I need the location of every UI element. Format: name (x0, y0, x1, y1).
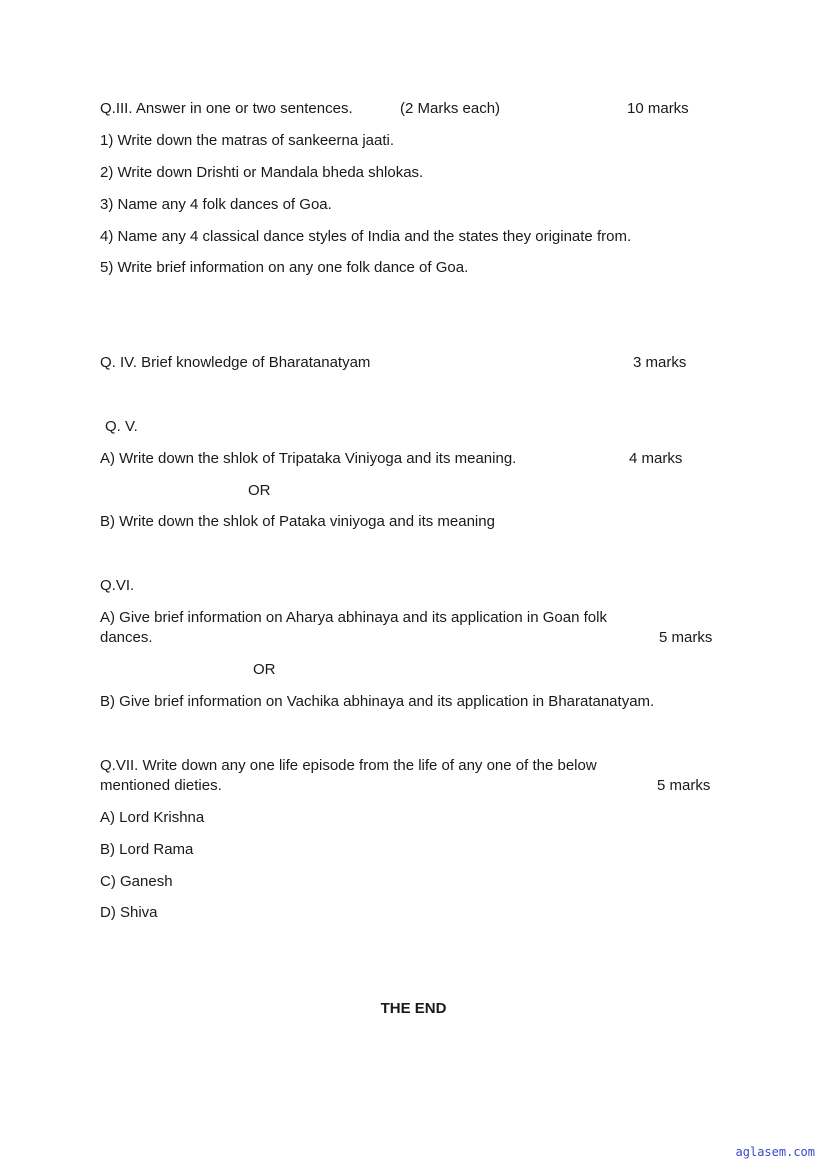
q3-item-3: 3) Name any 4 folk dances of Goa. (100, 196, 332, 213)
q6-heading: Q.VI. (100, 577, 135, 594)
q3-item-4: 4) Name any 4 classical dance styles of India and the states they originate from. (100, 228, 632, 245)
q7-item-3: C) Ganesh (100, 873, 173, 890)
q4-heading: Q. IV. Brief knowledge of Bharatanatyam (100, 354, 371, 371)
q3-item-1: 1) Write down the matras of sankeerna jaati. (100, 132, 395, 149)
q7-marks: 5 marks (657, 777, 711, 794)
q7-heading-line1: Q.VII. Write down any one life episode from the life of any one of the below (100, 757, 597, 774)
q7-item-2: B) Lord Rama (100, 841, 194, 858)
q6-option-a-line1: A) Give brief information on Aharya abhinaya and its application in Goan folk (100, 609, 607, 626)
q3-heading: Q.III. Answer in one or two sentences. (100, 100, 353, 117)
q5-option-b: B) Write down the shlok of Pataka viniyoga and its meaning (100, 513, 495, 530)
q7-heading-line2: mentioned dieties. (100, 777, 222, 794)
the-end-heading: THE END (380, 1000, 447, 1017)
q5-or: OR (248, 482, 271, 499)
q3-item-5: 5) Write brief information on any one folk dance of Goa. (100, 259, 469, 276)
footer-watermark: aglasem.com (735, 1145, 815, 1159)
q5-marks: 4 marks (629, 450, 683, 467)
q5-option-a: A) Write down the shlok of Tripataka Viniyoga and its meaning. (100, 450, 517, 467)
q7-item-4: D) Shiva (100, 904, 158, 921)
q3-marks-note: (2 Marks each) (400, 100, 501, 117)
q4-marks: 3 marks (633, 354, 687, 371)
q6-option-a-line2: dances. (100, 629, 153, 646)
q6-marks: 5 marks (659, 629, 713, 646)
q3-marks: 10 marks (627, 100, 689, 117)
q6-option-b: B) Give brief information on Vachika abhinaya and its application in Bharatanatyam. (100, 693, 655, 710)
q6-or: OR (253, 661, 276, 678)
q5-heading: Q. V. (105, 418, 138, 435)
q7-item-1: A) Lord Krishna (100, 809, 205, 826)
q3-item-2: 2) Write down Drishti or Mandala bheda shlokas. (100, 164, 424, 181)
